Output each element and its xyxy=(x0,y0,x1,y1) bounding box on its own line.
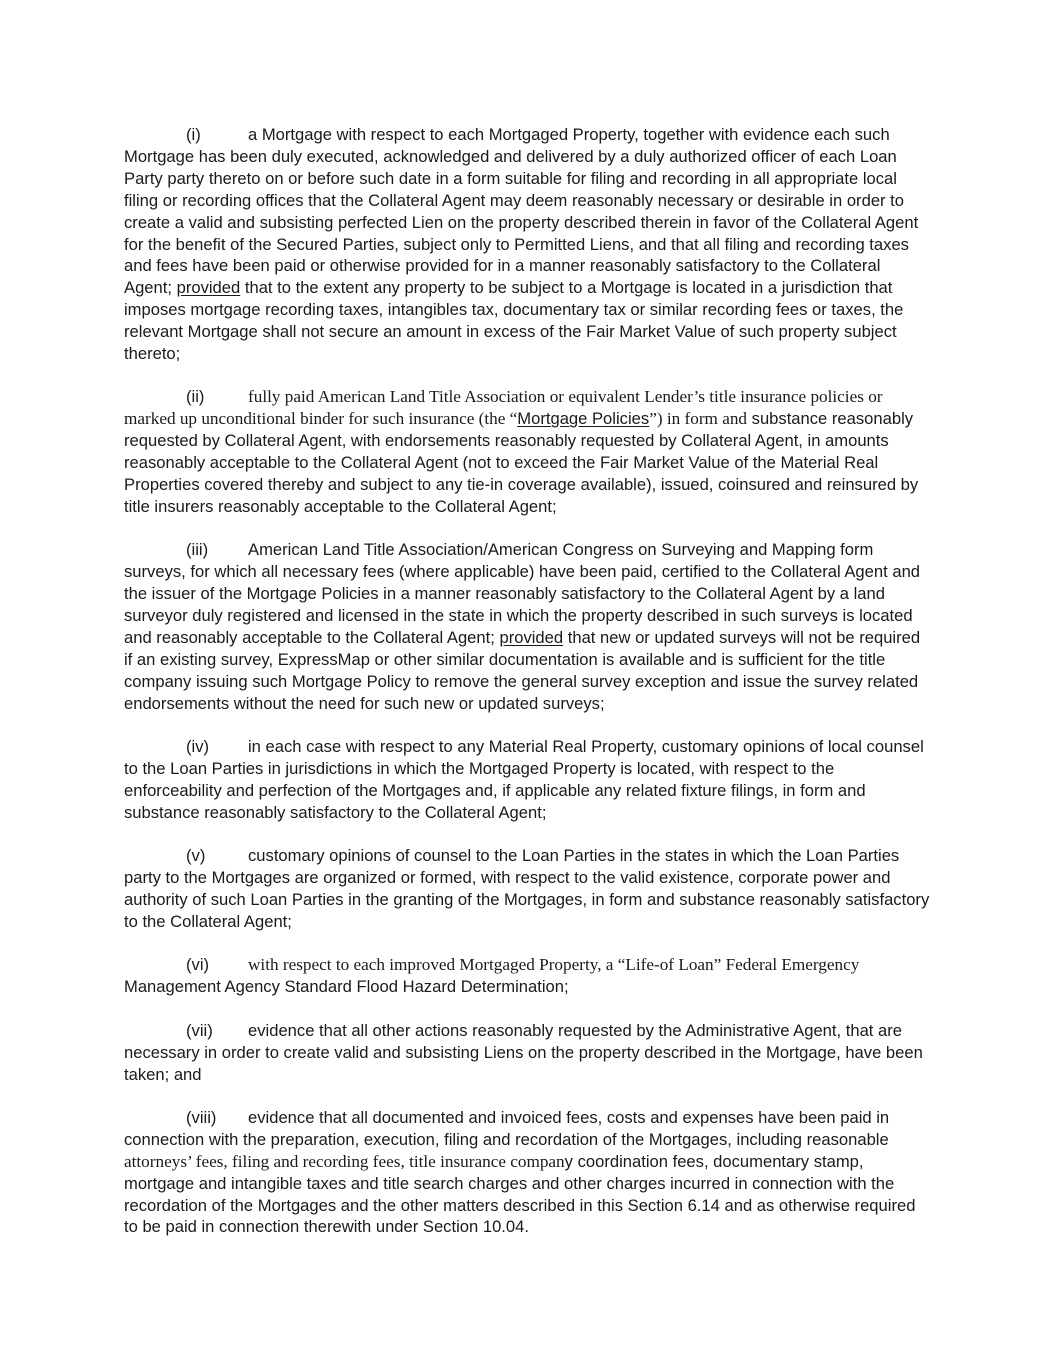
clause-text: ”) in form and xyxy=(649,409,748,429)
clause-text: attorneys’ fees, filing and recording fees, title insurance compan xyxy=(124,1151,565,1171)
clause-viii xyxy=(124,1107,932,1238)
clause-ii xyxy=(124,386,932,517)
clause-i xyxy=(124,124,932,365)
clause-text: American Land Title Association/American Congress on Surveying and Mapping form surveys, for which all necessary fees (where applicable) have been paid, certified to the Collateral Agent and the issuer of the Mortgage Policies in a manner reasonably satisfactory to the Collateral Agent by a land surveyor duly registered and licensed in the state in which the property described in such surveys is located and reasonably acceptable to the Collateral Agent; xyxy=(124,540,921,648)
clause-number: (i) xyxy=(186,125,201,144)
clause-number: (v) xyxy=(186,846,206,866)
clause-v xyxy=(124,845,932,933)
provided-term: provided xyxy=(176,278,241,298)
clause-vii xyxy=(124,1020,932,1086)
clause-text: that to the extent any property to be subject to a Mortgage is located in a jurisdiction that imposes mortgage recording taxes, intangibles tax, documentary tax or similar recording fees or taxes, the relevant Mortgage shall not secure an amount in excess of the Fair Market Value of such property subject thereto; xyxy=(124,278,904,364)
clause-number: (vii) xyxy=(186,1020,213,1040)
clause-iii xyxy=(124,539,932,714)
clause-text: y coordination fees, documentary stamp, mortgage and intangible taxes and title search charges and other charges incurred in connection with the recordation of the Mortgages and the other matters described in this Section 6.14 and as otherwise required to be paid in connection therewith under Section 10.04. xyxy=(124,1151,916,1237)
clause-text: that new or updated surveys will not be required if an existing survey, ExpressMap or other similar documentation is available and is sufficient for the title company issuing such Mortgage Policy to remove the general survey exception and issue the survey related endorsements without the need for such new or updated surveys; xyxy=(124,628,921,713)
clause-number: (vi) xyxy=(186,955,210,975)
clause-vi xyxy=(124,954,932,998)
clause-iv xyxy=(124,736,932,824)
clause-number: (iv) xyxy=(186,737,210,757)
clause-text: in each case with respect to any Material Real Property, customary opinions of local counsel to the Loan Parties in jurisdictions in which the Mortgaged Property is located, with respect to the enforceability and perfection of the Mortgages and, if applicable any related fixture filings, in form and substance reasonably satisfactory to the Collateral Agent; xyxy=(124,737,924,822)
clause-text: substance reasonably requested by Collateral Agent, with endorsements reasonably requested by Collateral Agent, in amounts reasonably acceptable to the Collateral Agent (not to exceed the Fair Market Value of the Material Real Properties covered thereby and subject to any tie-in coverage available), issued, coinsured and reinsured by title insurers reasonably acceptable to the Collateral Agent; xyxy=(124,409,919,516)
provided-term: provided xyxy=(499,628,564,648)
clause-number: (viii) xyxy=(186,1107,217,1127)
clause-text: a Mortgage with respect to each Mortgaged Property, together with evidence each such Mortgage has been duly executed, acknowledged and delivered by a duly authorized officer of each Loan Party party thereto on or before such date in a form suitable for filing and recording in all appropriate local filing or recording offices that the Collateral Agent may deem reasonably necessary or desirable in order to create a valid and subsisting perfected Lien on the property described therein in favor of the Collateral Agent for the benefit of the Secured Parties, subject only to Permitted Liens, and that all filing and recording taxes and fees have been paid or otherwise provided for in a manner reasonably satisfactory to the Collateral Agent; xyxy=(124,125,919,298)
clause-text: customary opinions of counsel to the Loan Parties in the states in which the Loan Parties party to the Mortgages are organized or formed, with respect to the valid existence, corporate power and authority of such Loan Parties in the granting of the Mortgages, in form and substance reasonably satisfactory to the Collateral Agent; xyxy=(124,846,930,931)
clause-text: evidence that all other actions reasonably requested by the Administrative Agent, that are necessary in order to create valid and subsisting Liens on the property described in the Mortgage, have been taken; and xyxy=(124,1020,923,1084)
clause-text: evidence that all documented and invoiced fees, costs and expenses have been paid in connection with the preparation, execution, filing and recordation of the Mortgages, including reasonable xyxy=(124,1107,890,1149)
clause-text: Management Agency Standard Flood Hazard Determination; xyxy=(124,977,569,997)
mortgage-policies-term: Mortgage Policies xyxy=(517,409,650,429)
clause-text: fully paid American Land Title Association or equivalent Lender’s title insurance policies or marked up unconditional binder for such insurance (the “ xyxy=(124,387,883,429)
clause-text: with respect to each improved Mortgaged Property, a “Life-of Loan” Federal Emergency xyxy=(248,955,860,975)
clause-number: (ii) xyxy=(186,387,205,407)
document-page xyxy=(124,124,932,1260)
clause-number: (iii) xyxy=(186,540,209,560)
